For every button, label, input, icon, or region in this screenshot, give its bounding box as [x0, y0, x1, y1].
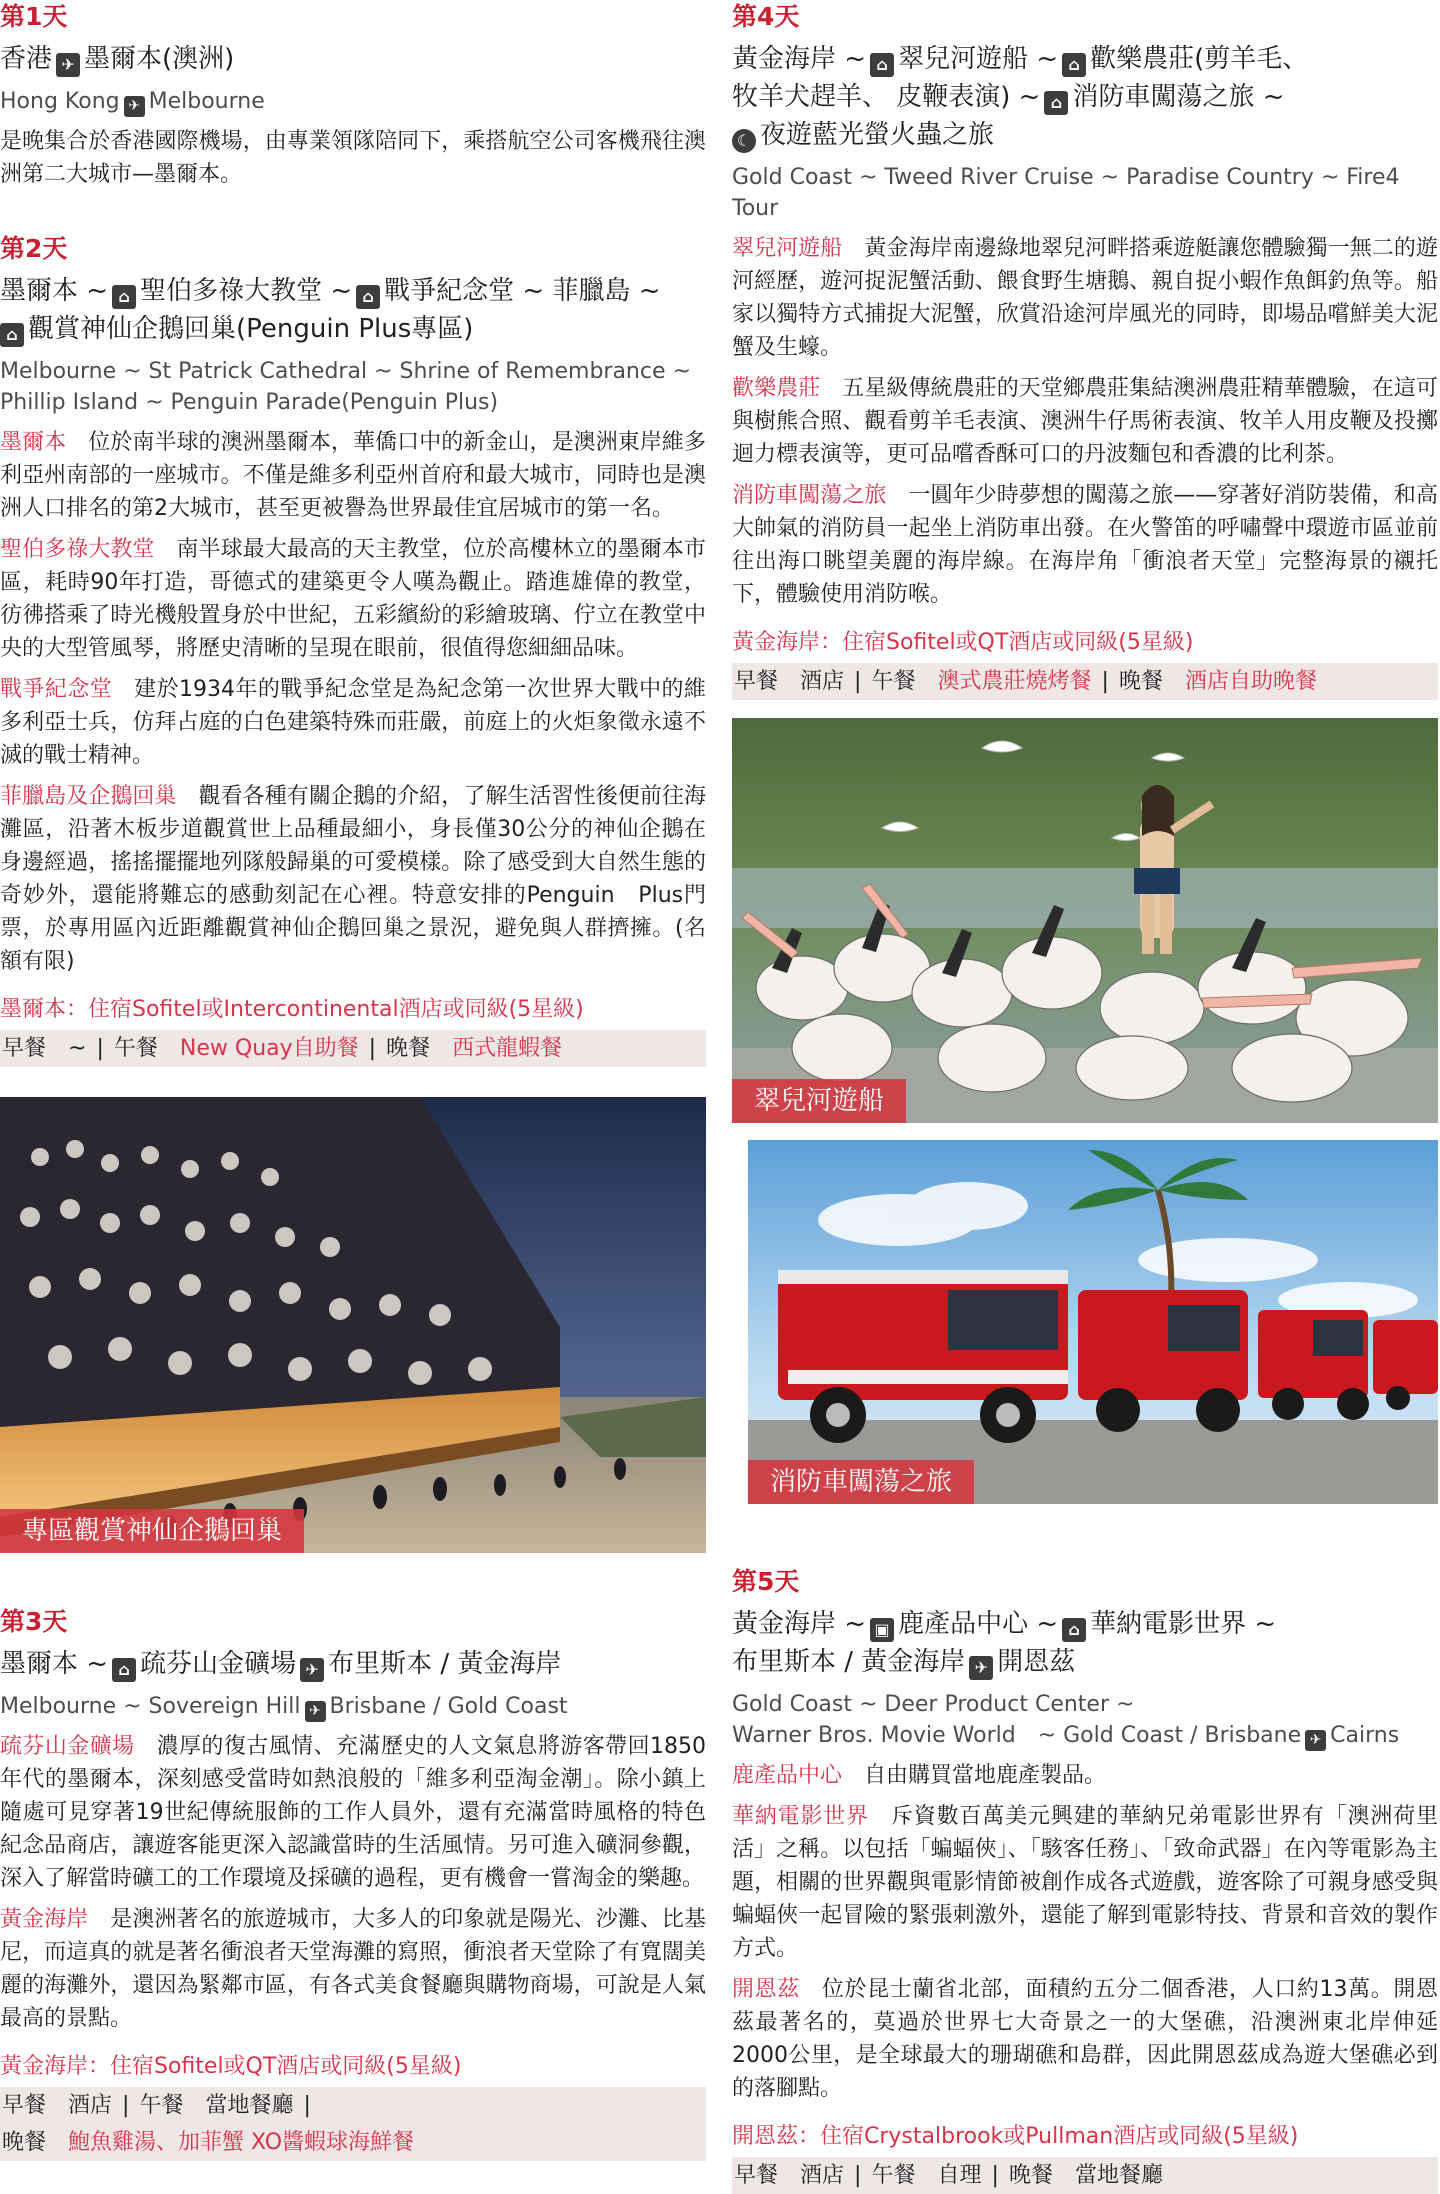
- home-icon: ⌂: [870, 53, 894, 77]
- day4-highlight-3: 消防車闖蕩之旅: [732, 483, 887, 508]
- home-icon: ⌂: [1062, 53, 1086, 77]
- day2-title-zh: [0, 272, 706, 348]
- day3-label: 第3天: [0, 1607, 68, 1636]
- day4-paragraph-2: [732, 372, 1438, 471]
- day3-paragraph-1: [0, 1730, 706, 1895]
- day4-highlight-2: 歡樂農莊: [732, 376, 821, 401]
- dinner-value: 西式龍蝦餐: [452, 1036, 563, 1061]
- dinner-value: 鮑魚雞湯、加菲蟹 XO醬蝦球海鮮餐: [68, 2130, 415, 2155]
- airplane-icon: ✈: [305, 1701, 326, 1722]
- day5-text-1: 自由購買當地鹿產製品。: [864, 1763, 1107, 1788]
- home-icon: ⌂: [0, 323, 24, 347]
- day2-title-zh-1: 墨爾本 ~: [0, 276, 109, 306]
- penguin-parade-image: [0, 1097, 706, 1553]
- day2-text-4: 觀看各種有關企鵝的介紹，了解生活習性後便前往海灘區，沿著木板步道觀賞世上品種最細小，身長僅30公分的神仙企鵝在身邊經過，搖搖擺擺地列隊般歸巢的可愛模樣。除了感受到大自然生態的奇妙外，還能將難忘的感動刻記在心裡。特意安排的Penguin Plus門票，於專用區內近距離觀賞神仙企鵝回巢之景況，避免與人群擠擁。(名額有限): [0, 784, 706, 974]
- day5-section: [732, 1565, 1438, 2194]
- day2-text-1: 位於南半球的澳洲墨爾本，華僑口中的新金山，是澳洲東岸維多利亞州南部的一座城市。不僅是維多利亞州首府和最大城市，同時也是澳洲人口排名的第2大城市，甚至更被譽為世界最佳宜居城市的第一名。: [0, 430, 706, 521]
- fire-truck-tour-image: [748, 1140, 1438, 1504]
- breakfast-label: 早餐: [2, 1036, 47, 1061]
- day5-highlight-2: 華納電影世界: [732, 1804, 869, 1829]
- day2-label: 第2天: [0, 234, 68, 263]
- day4-accommodation: 黃金海岸：住宿Sofitel或QT酒店或同級(5星級): [732, 630, 1194, 655]
- meal-separator: |: [303, 2093, 311, 2118]
- dinner-label: 晚餐: [2, 2130, 47, 2155]
- day1-section: [0, 0, 706, 191]
- day4-section: [732, 0, 1438, 700]
- dinner-label: 晚餐: [1008, 2163, 1053, 2188]
- day2-title-zh-3: 戰爭紀念堂 ~ 菲臘島 ~: [384, 276, 661, 306]
- day3-highlight-2: 黃金海岸: [0, 1907, 89, 1932]
- day2-highlight-1: 墨爾本: [0, 430, 67, 455]
- day3-title-zh: [0, 1645, 706, 1683]
- day4-paragraph-1: [732, 232, 1438, 364]
- day3-section: [0, 1605, 706, 2161]
- home-icon: ⌂: [356, 285, 380, 309]
- tweed-river-cruise-image: [732, 718, 1438, 1123]
- day5-paragraph-2: [732, 1800, 1438, 1965]
- lunch-value: 當地餐廳: [205, 2093, 294, 2118]
- day3-title-en: [0, 1691, 706, 1722]
- day4-paragraph-3: [732, 479, 1438, 611]
- day4-title-zh-1: 黃金海岸 ~: [732, 44, 867, 74]
- day3-accommodation: 黃金海岸：住宿Sofitel或QT酒店或同級(5星級): [0, 2054, 462, 2079]
- day3-title-zh-3: 布里斯本 / 黃金海岸: [328, 1649, 562, 1679]
- day3-highlight-1: 疏芬山金礦場: [0, 1734, 135, 1759]
- day2-paragraph-3: [0, 673, 706, 772]
- day5-meals: [732, 2157, 1438, 2194]
- day1-label: 第1天: [0, 2, 68, 31]
- day4-title-zh-2: 翠兒河遊船 ~: [898, 44, 1059, 74]
- lunch-label: 午餐: [139, 2093, 184, 2118]
- day2-paragraph-2: [0, 533, 706, 665]
- day1-title-zh-a: 香港: [0, 44, 53, 74]
- day5-text-2: 斥資數百萬美元興建的華納兄弟電影世界有「澳洲荷里活」之稱。以包括「蝙蝠俠」、「駭客任務」、「致命武器」在內等電影為主題，相關的世界觀與電影情節被創作成各式遊戲，遊客除了可親身感受與蝙蝠俠一起冒險的緊張刺激外，還能了解到電影特技、背景和音效的製作方式。: [732, 1804, 1438, 1961]
- day5-highlight-3: 開恩茲: [732, 1977, 800, 2002]
- meal-separator: |: [96, 1036, 104, 1061]
- day3-title-zh-2: 疏芬山金礦場: [140, 1649, 297, 1679]
- day5-title-en-3: Cairns: [1330, 1723, 1400, 1748]
- lunch-value: 澳式農莊燒烤餐: [937, 669, 1092, 694]
- airplane-icon: ✈: [300, 1658, 324, 1682]
- cruise-photo-caption: 翠兒河遊船: [732, 1079, 906, 1123]
- fire-truck-tour-photo: [748, 1140, 1438, 1504]
- day2-section: [0, 232, 706, 1067]
- day5-title-zh-5: 開恩茲: [997, 1647, 1076, 1677]
- lunch-label: 午餐: [871, 2163, 916, 2188]
- airplane-icon: ✈: [1305, 1730, 1326, 1751]
- day3-paragraph-2: [0, 1903, 706, 2035]
- day5-title-zh-1: 黃金海岸 ~: [732, 1609, 867, 1639]
- home-icon: ⌂: [1044, 91, 1068, 115]
- day5-title-zh: [732, 1605, 1438, 1681]
- day1-title-en-a: Hong Kong: [0, 89, 120, 114]
- day5-title-zh-2: 鹿產品中心 ~: [898, 1609, 1059, 1639]
- day4-highlight-1: 翠兒河遊船: [732, 236, 843, 261]
- dinner-value: 當地餐廳: [1074, 2163, 1163, 2188]
- dinner-label: 晚餐: [386, 1036, 431, 1061]
- meal-separator: |: [991, 2163, 999, 2188]
- day1-title-en-b: Melbourne: [148, 89, 265, 114]
- meal-separator: |: [1101, 669, 1109, 694]
- day5-paragraph-3: [732, 1973, 1438, 2105]
- meal-separator: |: [854, 2163, 862, 2188]
- day4-title-zh-5: 消防車闖蕩之旅 ~: [1072, 82, 1285, 112]
- penguin-parade-photo: [0, 1097, 706, 1553]
- day2-title-zh-4: 觀賞神仙企鵝回巢(Penguin Plus專區): [28, 314, 474, 344]
- breakfast-value: 酒店: [800, 669, 845, 694]
- day3-title-en-1: Melbourne ~ Sovereign Hill: [0, 1694, 301, 1719]
- home-icon: ⌂: [1062, 1618, 1086, 1642]
- day4-title-zh: [732, 40, 1438, 154]
- day4-meals: [732, 663, 1438, 700]
- day3-text-1: 濃厚的復古風情、充滿歷史的人文氣息將游客帶回1850年代的墨爾本，深刻感受當時如熱浪般的「維多利亞淘金潮」。除小鎮上隨處可見穿著19世紀傳統服飾的工作人員外，還有充滿當時風格的特色紀念品商店，讓遊客能更深入認識當時的生活風情。另可進入礦洞參觀，深入了解當時礦工的工作環境及採礦的過程，更有機會一嘗淘金的樂趣。: [0, 1734, 706, 1891]
- day4-text-1: 黃金海岸南邊綠地翠兒河畔搭乘遊艇讓您體驗獨一無二的遊河經歷，遊河捉泥蟹活動、餵食野生塘鵝、親自捉小蝦作魚餌釣魚等。船家以獨特方式捕捉大泥蟹，欣賞沿途河岸風光的同時，即場品嚐鮮美大泥蟹及生蠔。: [732, 236, 1438, 360]
- day2-text-2: 南半球最大最高的天主教堂，位於高樓林立的墨爾本市區，耗時90年打造，哥德式的建築更令人嘆為觀止。踏進雄偉的教堂，彷彿搭乘了時光機般置身於中世紀，五彩繽紛的彩繪玻璃、佇立在教堂中央的大型管風琴，將歷史清晰的呈現在眼前，很值得您細細品味。: [0, 537, 706, 661]
- day2-highlight-4: 菲臘島及企鵝回巢: [0, 784, 177, 809]
- day4-title-zh-4: 牧羊犬趕羊、 皮鞭表演) ~: [732, 82, 1041, 112]
- day5-label: 第5天: [732, 1567, 800, 1596]
- lunch-value: New Quay自助餐: [179, 1036, 359, 1061]
- day1-title-zh-b: 墨爾本(澳洲): [84, 44, 235, 74]
- meal-separator: |: [122, 2093, 130, 2118]
- day1-title-en: [0, 86, 706, 117]
- day3-text-2: 是澳洲著名的旅遊城市，大多人的印象就是陽光、沙灘、比基尼，而這真的就是著名衝浪者天堂海灘的寫照，衝浪者天堂除了有寬闊美麗的海灘外，還因為緊鄰市區，有各式美食餐廳與購物商場，可說是人氣最高的景點。: [0, 1907, 706, 2031]
- dinner-label: 晚餐: [1118, 669, 1163, 694]
- penguin-photo-caption: 專區觀賞神仙企鵝回巢: [0, 1509, 304, 1553]
- day4-label: 第4天: [732, 2, 800, 31]
- lunch-label: 午餐: [871, 669, 916, 694]
- day3-title-en-2: Brisbane / Gold Coast: [329, 1694, 568, 1719]
- breakfast-value: ~: [68, 1036, 87, 1061]
- home-icon: ⌂: [112, 1658, 136, 1682]
- day2-meals: [0, 1030, 706, 1067]
- day4-title-zh-3: 歡樂農莊(剪羊毛、: [1090, 44, 1309, 74]
- day5-title-en-2: Warner Bros. Movie World ~ Gold Coast / Brisbane: [732, 1723, 1302, 1748]
- day5-highlight-1: 鹿產品中心: [732, 1763, 843, 1788]
- breakfast-value: 酒店: [68, 2093, 113, 2118]
- day3-title-zh-1: 墨爾本 ~: [0, 1649, 109, 1679]
- day5-text-3: 位於昆士蘭省北部，面積約五分二個香港，人口約13萬。開恩茲最著名的，莫過於世界七大奇景之一的大堡礁，沿澳洲東北岸伸延2000公里，是全球最大的珊瑚礁和島群，因此開恩茲成為遊大堡礁必到的落腳點。: [732, 1977, 1438, 2101]
- day2-accommodation: 墨爾本：住宿Sofitel或Intercontinental酒店或同級(5星級): [0, 997, 584, 1022]
- day5-paragraph-1: [732, 1759, 1438, 1792]
- day5-title-en: [732, 1689, 1438, 1751]
- day2-title-en: Melbourne ~ St Patrick Cathedral ~ Shrine of Remembrance ~ Phillip Island ~ Penguin Parade(Penguin Plus): [0, 359, 691, 415]
- day4-title-zh-6: 夜遊藍光螢火蟲之旅: [760, 120, 995, 150]
- tweed-river-cruise-photo: [732, 718, 1438, 1123]
- day2-title-zh-2: 聖伯多祿大教堂 ~: [140, 276, 353, 306]
- dinner-value: 酒店自助晚餐: [1184, 669, 1317, 694]
- home-icon: ⌂: [112, 285, 136, 309]
- day4-text-3: 一圓年少時夢想的闖蕩之旅——穿著好消防裝備，和高大帥氣的消防員一起坐上消防車出發。在火警笛的呼嘯聲中環遊市區並前往出海口眺望美麗的海岸線。在海岸角「衝浪者天堂」完整海景的襯托下，體驗使用消防喉。: [732, 483, 1438, 607]
- meal-separator: |: [854, 669, 862, 694]
- day1-description: 是晚集合於香港國際機場，由專業領隊陪同下，乘搭航空公司客機飛往澳洲第二大城市—墨爾本。: [0, 129, 706, 187]
- breakfast-label: 早餐: [734, 2163, 779, 2188]
- day4-text-2: 五星級傳統農莊的天堂鄉農莊集結澳洲農莊精華體驗，在這可與樹熊合照、觀看剪羊毛表演、澳洲牛仔馬術表演、牧羊人用皮鞭及投擲迴力標表演等，更可品嚐香酥可口的丹波麵包和香濃的比利茶。: [732, 376, 1438, 467]
- day2-paragraph-1: [0, 426, 706, 525]
- fire-truck-photo-caption: 消防車闖蕩之旅: [748, 1460, 974, 1504]
- day5-accommodation: 開恩茲：住宿Crystalbrook或Pullman酒店或同級(5星級): [732, 2124, 1299, 2149]
- lunch-value: 自理: [937, 2163, 982, 2188]
- airplane-icon: ✈: [56, 53, 80, 77]
- night-icon: ☾: [732, 129, 756, 153]
- day2-highlight-3: 戰爭紀念堂: [0, 677, 113, 702]
- day2-highlight-2: 聖伯多祿大教堂: [0, 537, 155, 562]
- airplane-icon: ✈: [124, 96, 145, 117]
- day2-paragraph-4: [0, 780, 706, 978]
- breakfast-value: 酒店: [800, 2163, 845, 2188]
- day5-title-zh-3: 華納電影世界 ~: [1090, 1609, 1277, 1639]
- day5-title-en-1: Gold Coast ~ Deer Product Center ~: [732, 1692, 1135, 1717]
- day3-meals: [0, 2087, 706, 2161]
- airplane-icon: ✈: [969, 1656, 993, 1680]
- lunch-label: 午餐: [113, 1036, 158, 1061]
- breakfast-label: 早餐: [2, 2093, 47, 2118]
- day5-title-zh-4: 布里斯本 / 黃金海岸: [732, 1647, 966, 1677]
- day2-text-3: 建於1934年的戰爭紀念堂是為紀念第一次世界大戰中的維多利亞士兵，仿拜占庭的白色建築特殊而莊嚴，前庭上的火炬象徵永遠不滅的戰士精神。: [0, 677, 706, 768]
- shop-icon: ▣: [870, 1618, 894, 1642]
- day4-title-en: Gold Coast ~ Tweed River Cruise ~ Paradise Country ~ Fire4 Tour: [732, 165, 1400, 221]
- meal-separator: |: [368, 1036, 377, 1061]
- breakfast-label: 早餐: [734, 669, 779, 694]
- day1-title-zh: [0, 40, 706, 78]
